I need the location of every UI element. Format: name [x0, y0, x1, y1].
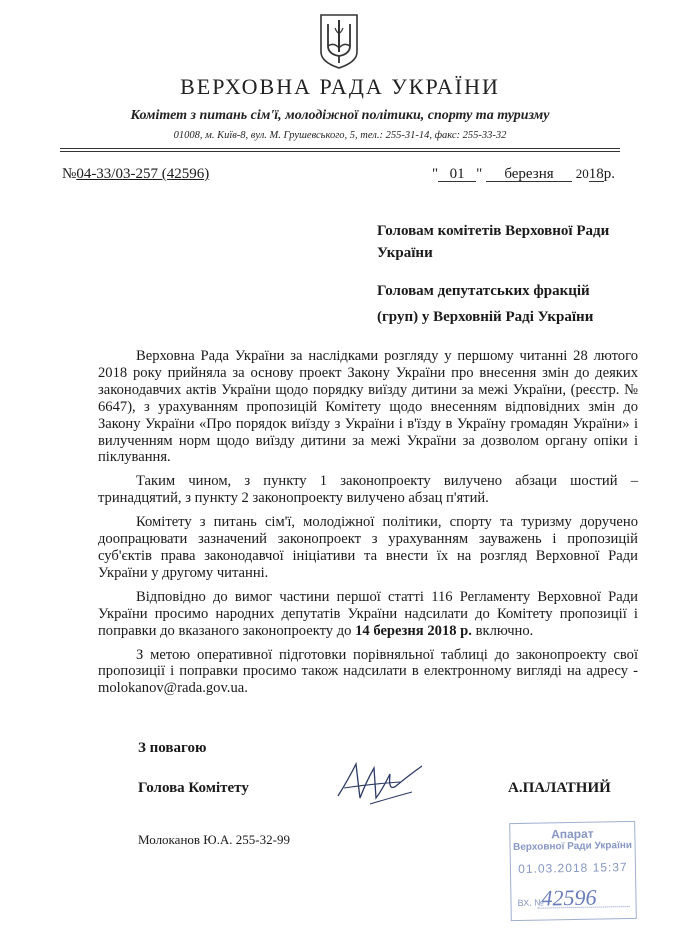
stamp-in-label: ВХ. № [517, 897, 544, 908]
body-paragraph-1: Верховна Рада України за наслідками розгляду у першому читанні 28 лютого 2018 року прийняла за основу проект Закону України про внесення змін до деяких законодавчих актів України щодо порядку виїзду дитини за межі України, (реєстр. № 6647), з урахуванням пропозицій Комітету щодо внесенням відповідних змін до Закону України «Про порядок виїзду з України і в'їзду в Україну громадян України» і вилученням норм щодо виїзду дитини за межі України за дозволом органу опіки і піклування. [98, 348, 638, 466]
committee-name: Комітет з питань сім'ї, молодіжної політики, спорту та туризму [130, 108, 550, 123]
date-year-end: р. [603, 166, 615, 182]
body-paragraph-4-start: Відповідно до вимог частини першої статті 116 Регламенту Верховної Ради України просимо народних депутатів України надсилати до Комітету пропозиції і поправки до вказаного законопроекту до [98, 588, 638, 639]
body-paragraph-4-end: включно. [471, 622, 534, 639]
date-open-quote: " [432, 166, 439, 182]
letter-date [432, 166, 615, 183]
number-value: 04-33/03-257 (42596) [76, 166, 210, 182]
date-year-prefix: 20 [575, 166, 589, 181]
date-month: березня [486, 167, 572, 182]
date-year-suffix: 18 [588, 166, 604, 182]
registration-stamp [509, 821, 637, 921]
organization-title: ВЕРХОВНА РАДА УКРАЇНИ [180, 74, 500, 99]
signatory-position: Голова Комітету [138, 780, 249, 796]
number-prefix: № [62, 166, 77, 182]
addressee-factions-line1: Головам депутатських фракцій [377, 283, 590, 299]
trident-emblem-icon [318, 12, 360, 70]
date-day: 01 [438, 167, 476, 182]
body-paragraph-3: Комітету з питань сім'ї, молодіжної політики, спорту та туризму доручено доопрацювати зазначений законопроект з урахуванням зауважень і пропозицій суб'єктів права законодавчої ініціативи та внести їх на розгляд Верховної Ради України у другому читанні. [98, 514, 638, 581]
addressee-committees: Головам комітетів Верховної Ради України [377, 223, 610, 261]
closing-phrase: З повагою [138, 740, 207, 756]
handwritten-signature-icon [330, 752, 430, 814]
signatory-name: А.ПАЛАТНИЙ [508, 780, 611, 796]
addressee-factions [377, 280, 647, 328]
header-divider-second [60, 151, 620, 152]
deadline-date: 14 березня 2018 р. [355, 622, 472, 639]
letter-body [98, 348, 638, 704]
executor-contact: Молоканов Ю.А. 255-32-99 [138, 832, 290, 847]
outgoing-number [62, 166, 209, 183]
addressee-factions-line2: (груп) у Верховній Раді України [377, 309, 594, 325]
date-close-quote: " [476, 166, 483, 182]
body-paragraph-5: З метою оперативної підготовки порівняльної таблиці до законопроекту свої пропозиції і поправки просимо також надсилати в електронному вигляді на адресу - molokanov@rada.gov.ua. [98, 646, 638, 697]
body-paragraph-2: Таким чином, з пункту 1 законопроекту вилучено абзаци шостий – тринадцятий, з пункту 2 законопроекту вилучено абзац п'ятий. [98, 473, 638, 507]
stamp-line-1: Апарат [551, 826, 594, 842]
stamp-datetime: 01.03.2018 15:37 [518, 860, 628, 876]
stamp-line-2: Верховної Ради України [513, 839, 633, 854]
header-divider [60, 148, 620, 149]
stamp-in-number: 42596 [541, 884, 597, 911]
committee-address: 01008, м. Київ-8, вул. М. Грушевського, 5, тел.: 255-31-14, факс: 255-33-32 [173, 130, 507, 141]
body-paragraph-4 [98, 589, 638, 640]
